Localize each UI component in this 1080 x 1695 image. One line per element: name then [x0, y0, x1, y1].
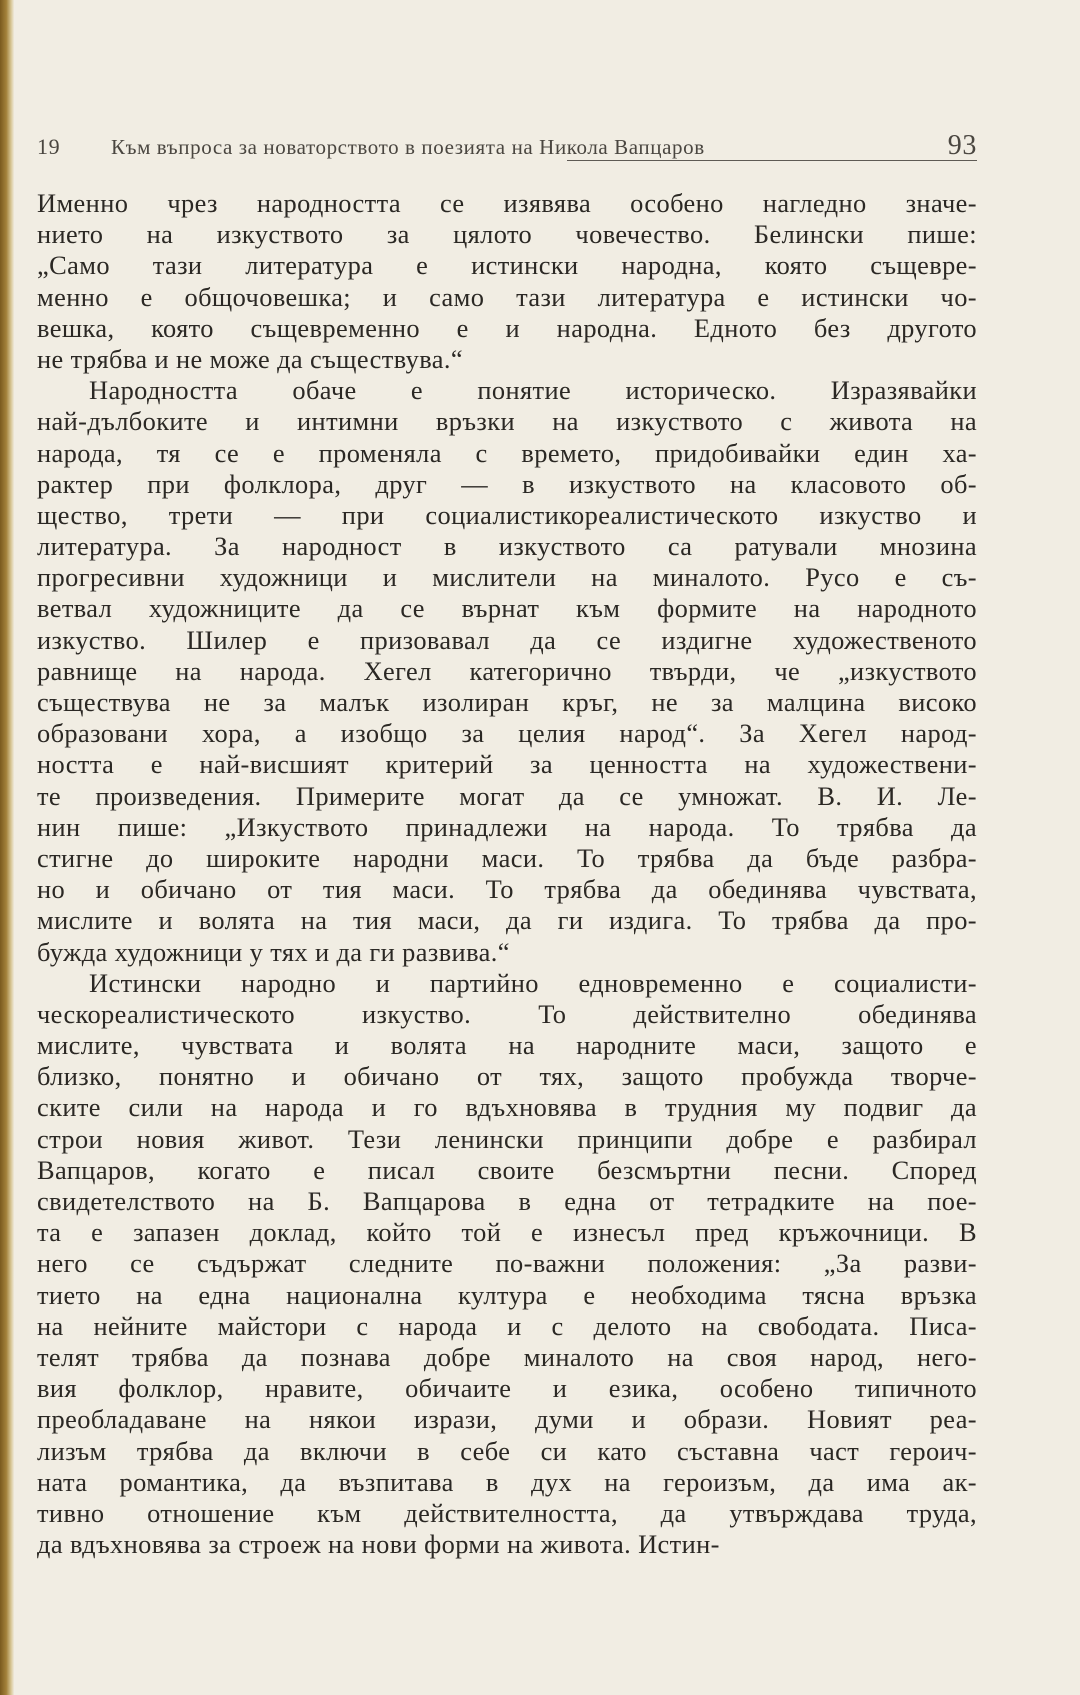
text-line: изкуство. Шилер е призовавал да се издигне художественото: [37, 624, 977, 655]
text-line: тието на една национална култура е необходима тясна връзка: [37, 1279, 977, 1310]
text-line: стигне до широките народни маси. То трябва да бъде разбра-: [37, 842, 977, 873]
text-line: на нейните майстори с народа и с делото на свободата. Писа-: [37, 1310, 977, 1341]
text-line: та е запазен доклад, който той е изнесъл пред кръжочници. В: [37, 1217, 977, 1248]
text-line: менно е общочовешка; и само тази литература е истински чо-: [37, 281, 977, 312]
text-line: най-дълбоките и интимни връзки на изкуството с живота на: [37, 406, 977, 437]
text-line: Вапцаров, когато е писал своите безсмъртни песни. Според: [37, 1154, 977, 1185]
text-line: щество, трети — при социалистикореалистическото изкуство и: [37, 499, 977, 530]
body-text: [37, 188, 977, 1560]
text-line: литература. За народност в изкуството са ратували мнозина: [37, 531, 977, 562]
text-line: ските сили на народа и го вдъхновява в трудния му подвиг да: [37, 1092, 977, 1123]
text-line: близко, понятно и обичано от тях, защото пробужда творче-: [37, 1061, 977, 1092]
running-head-title: Към въпроса за новаторството в поезията на Никола Вапцаров: [111, 135, 705, 159]
text-line: нин пише: „Изкуството принадлежи на народа. То трябва да: [37, 811, 977, 842]
text-line: нието на изкуството за цялото човечество. Белински пише:: [37, 219, 977, 250]
text-line: образовани хора, а изобщо за целия народ“. За Хегел народ-: [37, 718, 977, 749]
book-page: [37, 130, 977, 1560]
paragraph: [37, 968, 977, 1561]
paragraph: [37, 188, 977, 375]
text-line: но и обичано от тия маси. То трябва да обединява чувствата,: [37, 874, 977, 905]
book-binding-edge: [0, 0, 14, 1695]
text-line: преобладаване на някои изрази, думи и образи. Новият реа-: [37, 1404, 977, 1435]
text-line: рактер при фолклора, друг — в изкуството на класовото об-: [37, 468, 977, 499]
text-line: прогресивни художници и мислители на миналото. Русо е съ-: [37, 562, 977, 593]
text-line: бужда художници у тях и да ги развива.“: [37, 936, 510, 967]
text-line: телят трябва да познава добре миналото на своя народ, него-: [37, 1341, 977, 1372]
text-line: лизъм трябва да включи в себе си като съставна част героич-: [37, 1435, 977, 1466]
text-line: вия фолклор, нравите, обичаите и езика, особено типичното: [37, 1373, 977, 1404]
paragraph: [37, 375, 977, 968]
text-line: ческореалистическото изкуство. То действително обединява: [37, 998, 977, 1029]
text-line: Именно чрез народността се изявява особено нагледно значе-: [37, 188, 977, 218]
chapter-number: 19: [37, 134, 61, 159]
header-rule: [567, 160, 977, 161]
text-line: него се съдържат следните по-важни положения: „За разви-: [37, 1248, 977, 1279]
page-number: 93: [947, 130, 977, 161]
text-line: мислите и волята на тия маси, да ги издига. То трябва да про-: [37, 905, 977, 936]
text-line: да вдъхновява за строеж на нови форми на живота. Истин-: [37, 1529, 720, 1560]
text-line: Истински народно и партийно едновременно е социалисти-: [89, 967, 977, 998]
text-line: вешка, която същевременно е и народна. Едното без другото: [37, 312, 977, 343]
text-line: ността е най-висшият критерий за ценността на художествени-: [37, 749, 977, 780]
text-line: ната романтика, да възпитава в дух на героизъм, да има ак-: [37, 1466, 977, 1497]
running-head: [37, 130, 977, 164]
text-line: „Само тази литература е истински народна, която същевре-: [37, 250, 977, 281]
text-line: Народността обаче е понятие историческо. Изразявайки: [89, 375, 977, 406]
text-line: съществува не за малък изолиран кръг, не за малцина високо: [37, 687, 977, 717]
text-line: те произведения. Примерите могат да се умножат. В. И. Ле-: [37, 780, 977, 811]
text-line: не трябва и не може да съществува.“: [37, 343, 463, 374]
text-line: равнище на народа. Хегел категорично твърди, че „изкуството: [37, 655, 977, 686]
text-line: свидетелството на Б. Вапцарова в една от тетрадките на пое-: [37, 1186, 977, 1216]
text-line: ветвал художниците да се върнат към формите на народното: [37, 593, 977, 624]
text-line: строи новия живот. Тези ленински принципи добре е разбирал: [37, 1123, 977, 1154]
text-line: мислите, чувствата и волята на народните маси, защото е: [37, 1030, 977, 1061]
text-line: народа, тя се е променяла с времето, придобивайки един ха-: [37, 437, 977, 468]
text-line: тивно отношение към действителността, да утвърждава труда,: [37, 1497, 977, 1528]
